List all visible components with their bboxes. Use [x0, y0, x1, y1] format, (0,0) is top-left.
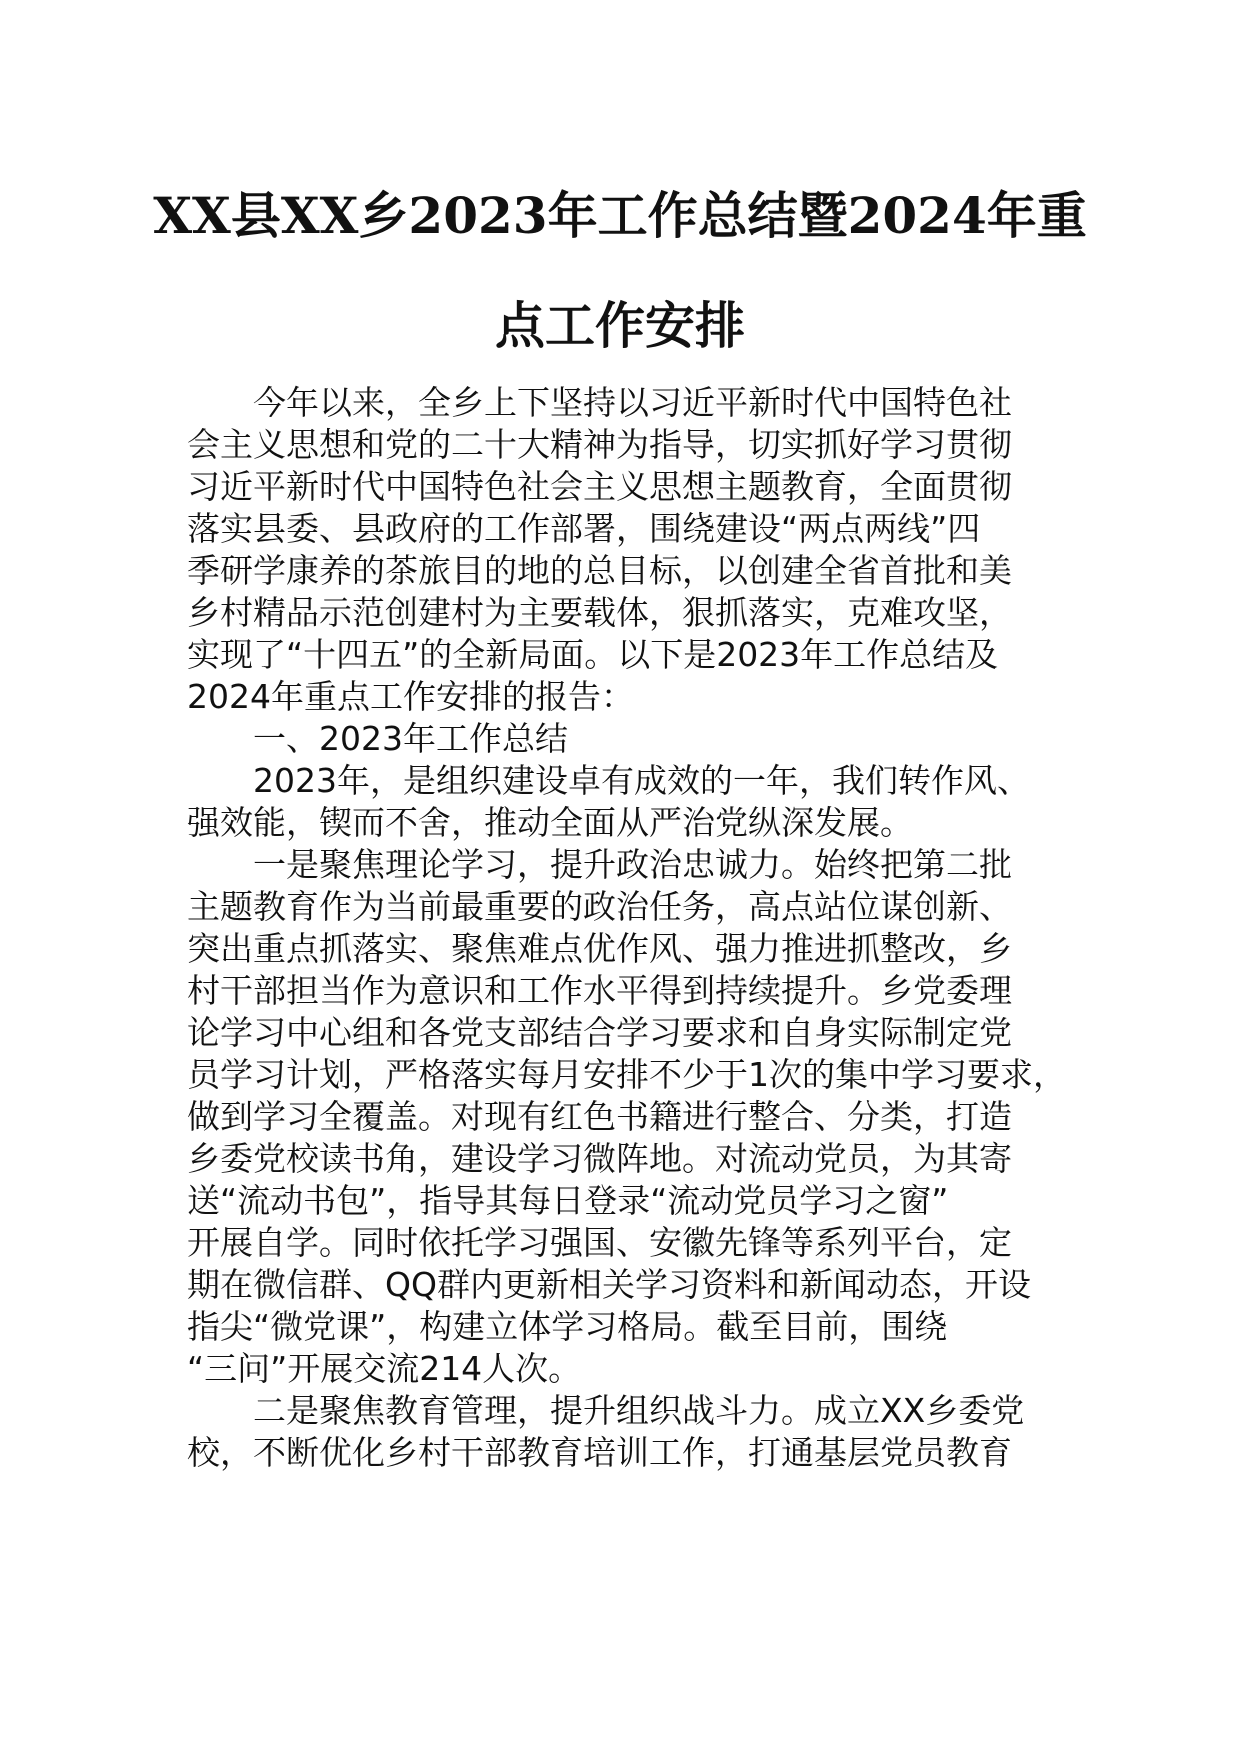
document-title-line-2: 点工作安排: [495, 296, 745, 355]
body-line: 一是聚焦理论学习，提升政治忠诚力。始终把第二批: [253, 845, 1012, 884]
body-line: 落实县委、县政府的工作部署，围绕建设“两点两线”四: [187, 509, 981, 548]
body-line: 论学习中心组和各党支部结合学习要求和自身实际制定党: [187, 1013, 1012, 1052]
body-line: 季研学康养的茶旅目的地的总目标，以创建全省首批和美: [187, 551, 1012, 590]
body-line: “三问”开展交流214人次。: [187, 1349, 582, 1388]
body-line: 会主义思想和党的二十大精神为指导，切实抓好学习贯彻: [187, 425, 1012, 464]
document-title-line-1: XX县XX乡2023年工作总结暨2024年重: [153, 186, 1087, 245]
section-heading: 一、2023年工作总结: [253, 719, 568, 758]
body-line: 二是聚焦教育管理，提升组织战斗力。成立XX乡委党: [253, 1391, 1025, 1430]
body-line: 乡委党校读书角，建设学习微阵地。对流动党员，为其寄: [187, 1139, 1012, 1178]
body-line: 2024年重点工作安排的报告：: [187, 677, 634, 716]
body-line: 主题教育作为当前最重要的政治任务，高点站位谋创新、: [187, 887, 1012, 926]
body-line: 员学习计划，严格落实每月安排不少于1次的集中学习要求，: [187, 1055, 1066, 1094]
body-line: 开展自学。同时依托学习强国、安徽先锋等系列平台，定: [187, 1223, 1012, 1262]
body-line: 乡村精品示范创建村为主要载体，狠抓落实，克难攻坚，: [187, 593, 1012, 632]
body-line: 今年以来，全乡上下坚持以习近平新时代中国特色社: [253, 383, 1012, 422]
body-line: 实现了“十四五”的全新局面。以下是2023年工作总结及: [187, 635, 999, 674]
body-line: 送“流动书包”，指导其每日登录“流动党员学习之窗”: [187, 1181, 949, 1220]
body-line: 习近平新时代中国特色社会主义思想主题教育，全面贯彻: [187, 467, 1012, 506]
body-line: 指尖“微党课”，构建立体学习格局。截至目前，围绕: [187, 1307, 948, 1346]
body-line: 校，不断优化乡村干部教育培训工作，打通基层党员教育: [187, 1433, 1012, 1472]
body-line: 期在微信群、QQ群内更新相关学习资料和新闻动态，开设: [187, 1265, 1031, 1304]
body-line: 村干部担当作为意识和工作水平得到持续提升。乡党委理: [187, 971, 1012, 1010]
body-line: 2023年，是组织建设卓有成效的一年，我们转作风、: [253, 761, 1030, 800]
body-line: 突出重点抓落实、聚焦难点优作风、强力推进抓整改，乡: [187, 929, 1012, 968]
body-line: 强效能，锲而不舍，推动全面从严治党纵深发展。: [187, 803, 913, 842]
body-line: 做到学习全覆盖。对现有红色书籍进行整合、分类，打造: [187, 1097, 1012, 1136]
